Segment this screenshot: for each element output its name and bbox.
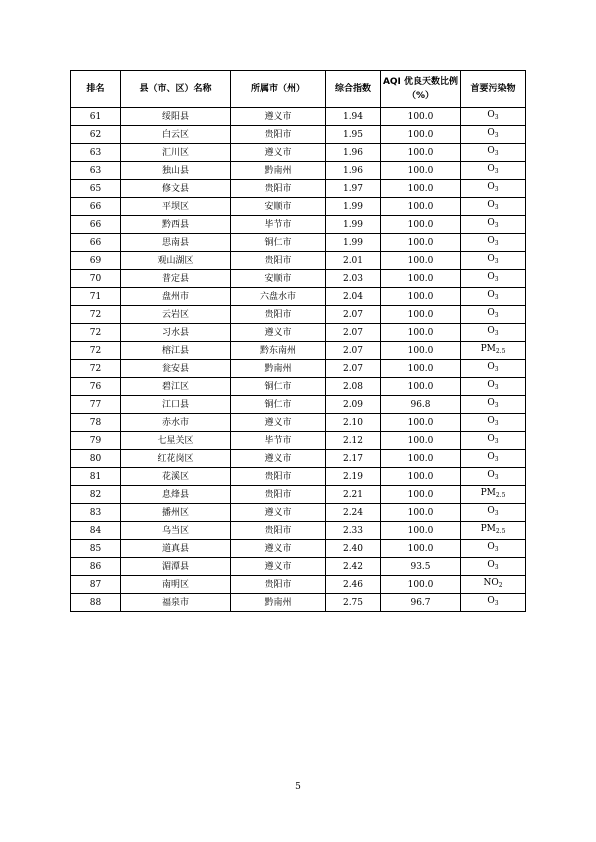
cell-rank: 63 [71, 144, 121, 162]
cell-index: 2.03 [326, 270, 381, 288]
pollutant-symbol: O [487, 506, 495, 516]
pollutant-subscript: 3 [494, 114, 499, 121]
table-row [71, 288, 526, 306]
cell-pollutant [461, 558, 526, 576]
table-header-row [71, 71, 526, 108]
cell-pollutant [461, 180, 526, 198]
pollutant-symbol: O [487, 560, 495, 570]
cell-rank: 72 [71, 360, 121, 378]
pollutant-symbol: O [487, 110, 495, 120]
cell-aqi-ratio: 100.0 [381, 522, 461, 540]
cell-rank: 69 [71, 252, 121, 270]
cell-index: 2.12 [326, 432, 381, 450]
cell-rank: 87 [71, 576, 121, 594]
pollutant-subscript: 3 [494, 330, 499, 337]
cell-index: 2.01 [326, 252, 381, 270]
cell-index: 2.17 [326, 450, 381, 468]
pollutant-symbol: O [487, 254, 495, 264]
cell-aqi-ratio: 100.0 [381, 216, 461, 234]
cell-city: 黔南州 [231, 594, 326, 612]
pollutant-subscript: 3 [494, 222, 499, 229]
page-number: 5 [295, 782, 301, 792]
cell-index: 1.96 [326, 144, 381, 162]
table-row [71, 144, 526, 162]
cell-aqi-ratio: 100.0 [381, 342, 461, 360]
cell-index: 2.42 [326, 558, 381, 576]
cell-aqi-ratio: 100.0 [381, 252, 461, 270]
cell-pollutant [461, 126, 526, 144]
cell-index: 2.07 [326, 324, 381, 342]
pollutant-subscript: 3 [494, 240, 499, 247]
cell-pollutant [461, 306, 526, 324]
cell-county: 普定县 [121, 270, 231, 288]
cell-aqi-ratio: 100.0 [381, 180, 461, 198]
cell-rank: 72 [71, 342, 121, 360]
cell-index: 2.07 [326, 360, 381, 378]
cell-city: 贵阳市 [231, 306, 326, 324]
pollutant-subscript: 3 [494, 186, 499, 193]
cell-county: 湄潭县 [121, 558, 231, 576]
table-row [71, 198, 526, 216]
cell-rank: 72 [71, 306, 121, 324]
table-row [71, 522, 526, 540]
table-row [71, 594, 526, 612]
cell-aqi-ratio: 100.0 [381, 306, 461, 324]
cell-index: 2.46 [326, 576, 381, 594]
cell-index: 1.99 [326, 198, 381, 216]
cell-city: 贵阳市 [231, 576, 326, 594]
pollutant-subscript: 3 [494, 294, 499, 301]
cell-index: 2.10 [326, 414, 381, 432]
ranking-table [70, 70, 526, 612]
cell-pollutant [461, 270, 526, 288]
cell-index: 2.08 [326, 378, 381, 396]
cell-county: 思南县 [121, 234, 231, 252]
table-row [71, 252, 526, 270]
cell-rank: 71 [71, 288, 121, 306]
cell-rank: 66 [71, 234, 121, 252]
cell-county: 盘州市 [121, 288, 231, 306]
cell-county: 七星关区 [121, 432, 231, 450]
cell-pollutant [461, 396, 526, 414]
cell-rank: 72 [71, 324, 121, 342]
cell-rank: 70 [71, 270, 121, 288]
pollutant-symbol: O [487, 416, 495, 426]
cell-index: 2.07 [326, 306, 381, 324]
header-aqi-ratio: AQI 优良天数比例（%） [381, 71, 461, 108]
cell-pollutant [461, 288, 526, 306]
cell-aqi-ratio: 100.0 [381, 486, 461, 504]
cell-county: 瓮安县 [121, 360, 231, 378]
pollutant-subscript: 3 [494, 402, 499, 409]
cell-index: 1.99 [326, 234, 381, 252]
cell-aqi-ratio: 96.8 [381, 396, 461, 414]
pollutant-subscript: 3 [494, 600, 499, 607]
cell-county: 云岩区 [121, 306, 231, 324]
cell-pollutant [461, 414, 526, 432]
cell-index: 2.07 [326, 342, 381, 360]
cell-county: 平坝区 [121, 198, 231, 216]
pollutant-subscript: 2.5 [495, 492, 506, 499]
cell-city: 遵义市 [231, 504, 326, 522]
pollutant-subscript: 3 [494, 276, 499, 283]
pollutant-symbol: O [487, 470, 495, 480]
table-row [71, 414, 526, 432]
cell-county: 习水县 [121, 324, 231, 342]
cell-city: 铜仁市 [231, 234, 326, 252]
cell-county: 观山湖区 [121, 252, 231, 270]
header-pollutant: 首要污染物 [461, 71, 526, 108]
table-row [71, 468, 526, 486]
pollutant-symbol: O [487, 326, 495, 336]
cell-county: 独山县 [121, 162, 231, 180]
cell-rank: 61 [71, 108, 121, 126]
cell-county: 白云区 [121, 126, 231, 144]
cell-county: 汇川区 [121, 144, 231, 162]
pollutant-subscript: 3 [494, 132, 499, 139]
cell-pollutant [461, 198, 526, 216]
cell-index: 1.95 [326, 126, 381, 144]
cell-aqi-ratio: 100.0 [381, 144, 461, 162]
pollutant-subscript: 3 [494, 204, 499, 211]
table-row [71, 108, 526, 126]
pollutant-symbol: O [487, 380, 495, 390]
cell-city: 遵义市 [231, 558, 326, 576]
table-body [71, 108, 526, 612]
cell-aqi-ratio: 100.0 [381, 540, 461, 558]
pollutant-symbol: O [487, 362, 495, 372]
cell-city: 黔东南州 [231, 342, 326, 360]
table-row [71, 216, 526, 234]
cell-aqi-ratio: 100.0 [381, 378, 461, 396]
cell-county: 南明区 [121, 576, 231, 594]
cell-rank: 80 [71, 450, 121, 468]
cell-city: 贵阳市 [231, 252, 326, 270]
cell-aqi-ratio: 100.0 [381, 360, 461, 378]
pollutant-subscript: 3 [494, 564, 499, 571]
cell-rank: 66 [71, 198, 121, 216]
pollutant-symbol: PM [480, 524, 496, 534]
cell-pollutant [461, 360, 526, 378]
cell-index: 1.99 [326, 216, 381, 234]
cell-city: 毕节市 [231, 216, 326, 234]
cell-index: 2.33 [326, 522, 381, 540]
cell-aqi-ratio: 100.0 [381, 270, 461, 288]
cell-city: 毕节市 [231, 432, 326, 450]
cell-city: 遵义市 [231, 450, 326, 468]
pollutant-symbol: O [487, 308, 495, 318]
pollutant-subscript: 3 [494, 384, 499, 391]
cell-county: 花溪区 [121, 468, 231, 486]
cell-aqi-ratio: 100.0 [381, 108, 461, 126]
cell-index: 2.40 [326, 540, 381, 558]
cell-aqi-ratio: 100.0 [381, 288, 461, 306]
cell-aqi-ratio: 100.0 [381, 126, 461, 144]
cell-pollutant [461, 522, 526, 540]
cell-county: 绥阳县 [121, 108, 231, 126]
cell-city: 铜仁市 [231, 396, 326, 414]
table-row [71, 504, 526, 522]
table-row [71, 126, 526, 144]
cell-county: 息烽县 [121, 486, 231, 504]
table-row [71, 396, 526, 414]
pollutant-symbol: O [487, 290, 495, 300]
cell-index: 2.04 [326, 288, 381, 306]
cell-city: 遵义市 [231, 540, 326, 558]
header-index: 综合指数 [326, 71, 381, 108]
cell-pollutant [461, 252, 526, 270]
cell-rank: 85 [71, 540, 121, 558]
cell-index: 2.21 [326, 486, 381, 504]
cell-index: 2.09 [326, 396, 381, 414]
pollutant-symbol: O [487, 236, 495, 246]
cell-pollutant [461, 234, 526, 252]
cell-city: 六盘水市 [231, 288, 326, 306]
cell-rank: 88 [71, 594, 121, 612]
header-city: 所属市（州） [231, 71, 326, 108]
pollutant-subscript: 3 [494, 258, 499, 265]
pollutant-symbol: O [487, 452, 495, 462]
cell-rank: 77 [71, 396, 121, 414]
pollutant-symbol: NO [483, 578, 499, 588]
cell-aqi-ratio: 100.0 [381, 198, 461, 216]
cell-pollutant [461, 432, 526, 450]
pollutant-subscript: 2.5 [495, 348, 506, 355]
table-row [71, 432, 526, 450]
cell-city: 贵阳市 [231, 486, 326, 504]
pollutant-subscript: 3 [494, 420, 499, 427]
cell-rank: 84 [71, 522, 121, 540]
cell-aqi-ratio: 100.0 [381, 414, 461, 432]
table-row [71, 486, 526, 504]
cell-rank: 65 [71, 180, 121, 198]
cell-city: 贵阳市 [231, 522, 326, 540]
cell-rank: 83 [71, 504, 121, 522]
cell-county: 碧江区 [121, 378, 231, 396]
cell-city: 遵义市 [231, 108, 326, 126]
cell-county: 道真县 [121, 540, 231, 558]
cell-pollutant [461, 594, 526, 612]
table-row [71, 324, 526, 342]
pollutant-subscript: 3 [494, 474, 499, 481]
cell-city: 贵阳市 [231, 468, 326, 486]
cell-rank: 63 [71, 162, 121, 180]
cell-city: 安顺市 [231, 270, 326, 288]
cell-aqi-ratio: 100.0 [381, 450, 461, 468]
pollutant-symbol: O [487, 182, 495, 192]
table-row [71, 558, 526, 576]
pollutant-symbol: O [487, 164, 495, 174]
cell-rank: 78 [71, 414, 121, 432]
cell-city: 遵义市 [231, 144, 326, 162]
cell-index: 1.96 [326, 162, 381, 180]
table-row [71, 540, 526, 558]
cell-aqi-ratio: 100.0 [381, 432, 461, 450]
pollutant-symbol: PM [480, 488, 496, 498]
pollutant-symbol: O [487, 128, 495, 138]
table-row [71, 576, 526, 594]
pollutant-subscript: 2.5 [495, 528, 506, 535]
cell-county: 播州区 [121, 504, 231, 522]
pollutant-symbol: O [487, 434, 495, 444]
pollutant-subscript: 3 [494, 366, 499, 373]
table-row [71, 450, 526, 468]
cell-pollutant [461, 162, 526, 180]
pollutant-symbol: PM [480, 344, 496, 354]
pollutant-subscript: 2 [498, 582, 503, 589]
cell-index: 2.19 [326, 468, 381, 486]
cell-pollutant [461, 540, 526, 558]
pollutant-symbol: O [487, 398, 495, 408]
table-row [71, 162, 526, 180]
cell-county: 江口县 [121, 396, 231, 414]
pollutant-subscript: 3 [494, 456, 499, 463]
cell-county: 修文县 [121, 180, 231, 198]
cell-rank: 81 [71, 468, 121, 486]
cell-pollutant [461, 144, 526, 162]
pollutant-symbol: O [487, 272, 495, 282]
cell-city: 贵阳市 [231, 180, 326, 198]
cell-pollutant [461, 486, 526, 504]
pollutant-symbol: O [487, 146, 495, 156]
cell-pollutant [461, 468, 526, 486]
cell-aqi-ratio: 100.0 [381, 576, 461, 594]
pollutant-symbol: O [487, 200, 495, 210]
cell-pollutant [461, 108, 526, 126]
cell-city: 遵义市 [231, 324, 326, 342]
pollutant-symbol: O [487, 542, 495, 552]
cell-county: 榕江县 [121, 342, 231, 360]
cell-aqi-ratio: 93.5 [381, 558, 461, 576]
cell-rank: 86 [71, 558, 121, 576]
cell-aqi-ratio: 100.0 [381, 234, 461, 252]
cell-index: 1.97 [326, 180, 381, 198]
pollutant-subscript: 3 [494, 312, 499, 319]
cell-aqi-ratio: 100.0 [381, 468, 461, 486]
cell-index: 2.75 [326, 594, 381, 612]
cell-county: 福泉市 [121, 594, 231, 612]
table-row [71, 180, 526, 198]
cell-rank: 79 [71, 432, 121, 450]
pollutant-subscript: 3 [494, 546, 499, 553]
cell-pollutant [461, 342, 526, 360]
cell-aqi-ratio: 96.7 [381, 594, 461, 612]
cell-rank: 82 [71, 486, 121, 504]
cell-city: 安顺市 [231, 198, 326, 216]
cell-pollutant [461, 504, 526, 522]
cell-pollutant [461, 324, 526, 342]
cell-aqi-ratio: 100.0 [381, 324, 461, 342]
table-row [71, 342, 526, 360]
header-county: 县（市、区）名称 [121, 71, 231, 108]
table-row [71, 234, 526, 252]
cell-rank: 62 [71, 126, 121, 144]
cell-index: 1.94 [326, 108, 381, 126]
pollutant-symbol: O [487, 596, 495, 606]
pollutant-subscript: 3 [494, 510, 499, 517]
cell-city: 铜仁市 [231, 378, 326, 396]
cell-rank: 76 [71, 378, 121, 396]
cell-pollutant [461, 216, 526, 234]
cell-county: 赤水市 [121, 414, 231, 432]
cell-city: 贵阳市 [231, 126, 326, 144]
pollutant-subscript: 3 [494, 150, 499, 157]
cell-index: 2.24 [326, 504, 381, 522]
cell-pollutant [461, 576, 526, 594]
cell-rank: 66 [71, 216, 121, 234]
table-row [71, 306, 526, 324]
cell-pollutant [461, 378, 526, 396]
cell-county: 乌当区 [121, 522, 231, 540]
table-row [71, 270, 526, 288]
header-rank: 排名 [71, 71, 121, 108]
cell-county: 红花岗区 [121, 450, 231, 468]
cell-city: 黔南州 [231, 360, 326, 378]
cell-county: 黔西县 [121, 216, 231, 234]
pollutant-symbol: O [487, 218, 495, 228]
pollutant-subscript: 3 [494, 168, 499, 175]
table-row [71, 378, 526, 396]
table-row [71, 360, 526, 378]
cell-city: 黔南州 [231, 162, 326, 180]
cell-aqi-ratio: 100.0 [381, 162, 461, 180]
cell-aqi-ratio: 100.0 [381, 504, 461, 522]
cell-city: 遵义市 [231, 414, 326, 432]
cell-pollutant [461, 450, 526, 468]
pollutant-subscript: 3 [494, 438, 499, 445]
